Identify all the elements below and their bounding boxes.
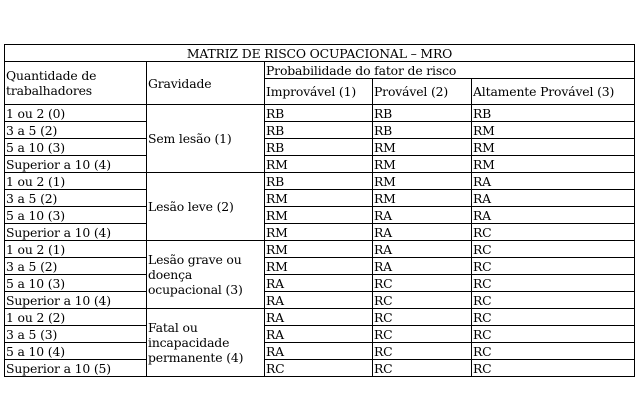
risk-level-cell: RM <box>265 258 373 275</box>
header-prob-altamente-provavel: Altamente Provável (3) <box>472 79 635 105</box>
risk-level-cell: RM <box>472 122 635 139</box>
matrix-row <box>5 122 635 139</box>
risk-level-cell: RB <box>265 122 373 139</box>
header-prob-provavel: Provável (2) <box>373 79 472 105</box>
risk-level-cell: RA <box>265 309 373 326</box>
quantidade-cell: Superior a 10 (4) <box>5 156 147 173</box>
matrix-row <box>5 258 635 275</box>
risk-level-cell: RM <box>373 190 472 207</box>
quantidade-cell: Superior a 10 (4) <box>5 292 147 309</box>
risk-level-cell: RC <box>472 326 635 343</box>
risk-level-cell: RA <box>472 173 635 190</box>
gravidade-cell: Lesão grave ou doença ocupacional (3) <box>147 241 265 309</box>
gravidade-cell: Fatal ou incapacidade permanente (4) <box>147 309 265 377</box>
quantidade-cell: 1 ou 2 (2) <box>5 309 147 326</box>
header-quantidade: Quantidade de trabalhadores <box>5 62 147 105</box>
risk-level-cell: RM <box>265 190 373 207</box>
quantidade-cell: 1 ou 2 (1) <box>5 173 147 190</box>
risk-level-cell: RB <box>373 105 472 122</box>
matrix-title: MATRIZ DE RISCO OCUPACIONAL – MRO <box>5 45 635 62</box>
risk-level-cell: RC <box>373 309 472 326</box>
risk-level-cell: RM <box>373 156 472 173</box>
risk-level-cell: RC <box>472 292 635 309</box>
title-row <box>5 45 635 62</box>
risk-level-cell: RC <box>373 292 472 309</box>
risk-level-cell: RC <box>472 275 635 292</box>
header-prob-improvavel: Improvável (1) <box>265 79 373 105</box>
risk-level-cell: RC <box>373 360 472 377</box>
quantidade-cell: 3 a 5 (2) <box>5 258 147 275</box>
matrix-row <box>5 105 635 122</box>
risk-level-cell: RC <box>472 309 635 326</box>
matrix-row <box>5 190 635 207</box>
risk-level-cell: RA <box>265 343 373 360</box>
gravidade-cell: Sem lesão (1) <box>147 105 265 173</box>
risk-level-cell: RM <box>373 139 472 156</box>
risk-level-cell: RB <box>265 173 373 190</box>
risk-level-cell: RA <box>265 275 373 292</box>
risk-level-cell: RA <box>373 241 472 258</box>
matrix-row <box>5 292 635 309</box>
risk-level-cell: RA <box>373 258 472 275</box>
quantidade-cell: 3 a 5 (3) <box>5 326 147 343</box>
risk-level-cell: RM <box>472 139 635 156</box>
matrix-row <box>5 139 635 156</box>
risk-level-cell: RA <box>373 224 472 241</box>
risk-level-cell: RC <box>373 275 472 292</box>
risk-level-cell: RM <box>373 173 472 190</box>
risk-level-cell: RA <box>265 292 373 309</box>
risk-level-cell: RA <box>472 190 635 207</box>
quantidade-cell: 5 a 10 (3) <box>5 139 147 156</box>
risk-level-cell: RC <box>472 258 635 275</box>
matrix-row <box>5 241 635 258</box>
quantidade-cell: 3 a 5 (2) <box>5 190 147 207</box>
matrix-row <box>5 326 635 343</box>
matrix-row <box>5 224 635 241</box>
matrix-row <box>5 360 635 377</box>
header-probabilidade: Probabilidade do fator de risco <box>265 62 635 79</box>
matrix-row <box>5 343 635 360</box>
risk-level-cell: RB <box>472 105 635 122</box>
risk-level-cell: RM <box>265 241 373 258</box>
quantidade-cell: 1 ou 2 (1) <box>5 241 147 258</box>
matrix-body <box>5 45 635 377</box>
risk-level-cell: RA <box>265 326 373 343</box>
risk-level-cell: RB <box>265 139 373 156</box>
risk-level-cell: RB <box>373 122 472 139</box>
gravidade-cell: Lesão leve (2) <box>147 173 265 241</box>
risk-matrix-table <box>4 44 635 377</box>
risk-level-cell: RC <box>472 360 635 377</box>
quantidade-cell: 1 ou 2 (0) <box>5 105 147 122</box>
header-row-1 <box>5 62 635 79</box>
quantidade-cell: 5 a 10 (3) <box>5 207 147 224</box>
risk-level-cell: RM <box>265 207 373 224</box>
risk-level-cell: RM <box>265 156 373 173</box>
matrix-row <box>5 275 635 292</box>
matrix-row <box>5 173 635 190</box>
risk-level-cell: RB <box>265 105 373 122</box>
quantidade-cell: Superior a 10 (4) <box>5 224 147 241</box>
risk-level-cell: RM <box>472 156 635 173</box>
matrix-row <box>5 309 635 326</box>
risk-level-cell: RC <box>472 343 635 360</box>
quantidade-cell: 5 a 10 (4) <box>5 343 147 360</box>
risk-level-cell: RC <box>472 224 635 241</box>
quantidade-cell: 3 a 5 (2) <box>5 122 147 139</box>
risk-level-cell: RA <box>373 207 472 224</box>
matrix-row <box>5 156 635 173</box>
risk-level-cell: RA <box>472 207 635 224</box>
risk-level-cell: RC <box>373 343 472 360</box>
quantidade-cell: Superior a 10 (5) <box>5 360 147 377</box>
risk-level-cell: RM <box>265 224 373 241</box>
quantidade-cell: 5 a 10 (3) <box>5 275 147 292</box>
matrix-row <box>5 207 635 224</box>
risk-level-cell: RC <box>265 360 373 377</box>
header-gravidade: Gravidade <box>147 62 265 105</box>
risk-level-cell: RC <box>472 241 635 258</box>
risk-level-cell: RC <box>373 326 472 343</box>
